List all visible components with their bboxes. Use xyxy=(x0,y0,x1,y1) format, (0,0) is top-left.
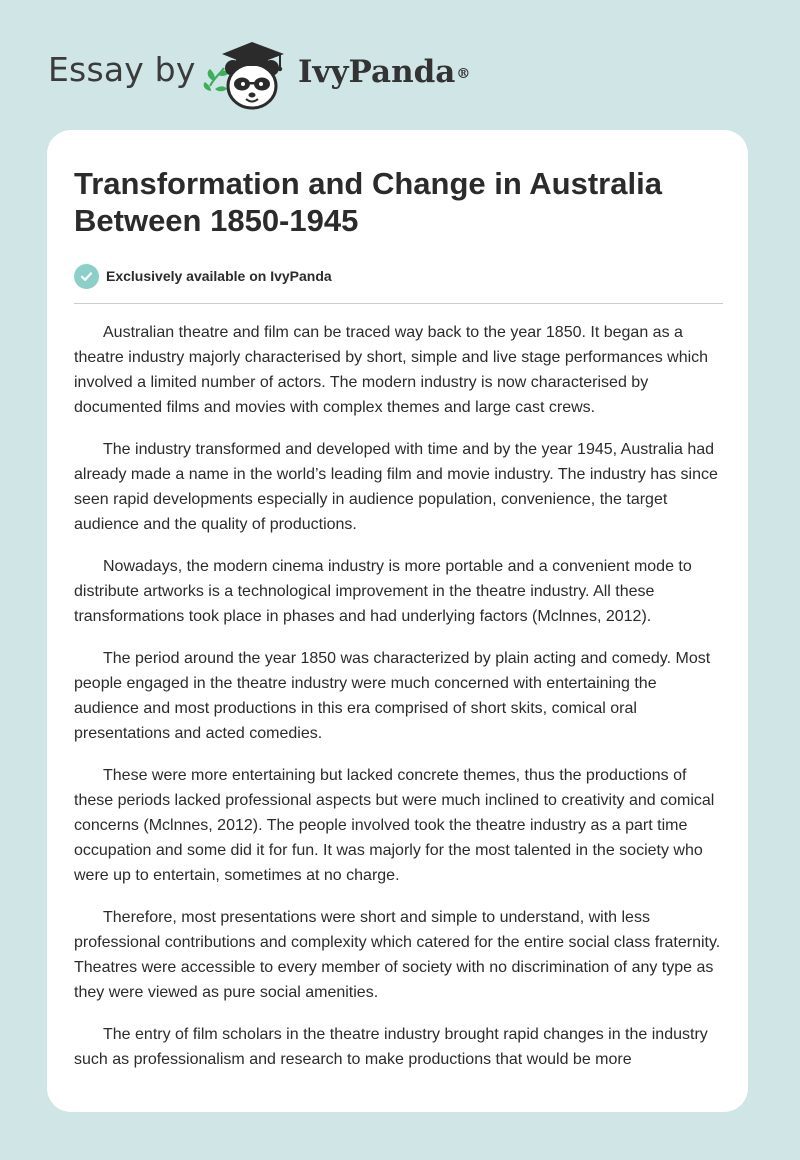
panda-graduate-icon xyxy=(200,34,296,114)
paragraph: Therefore, most presentations were short and simple to understand, with less professional contributions and complexity which catered for the entire social class fraternity. Theatres were accessible to every member of society with no discrimination of any type as they were viewed as pure social amenities. xyxy=(74,909,721,1001)
paragraph: These were more entertaining but lacked concrete themes, thus the productions of these periods lacked professional aspects but were much inclined to creativity and comical concerns (Mclnnes, 2012). The people involved took the theatre industry as a part time occupation and some did it for fun. It was majorly for the most talented in the society who were up to entertain, sometimes at no charge. xyxy=(74,767,715,884)
paragraph: Nowadays, the modern cinema industry is more portable and a convenient mode to distribute artworks is a technological improvement in the theatre industry. All these transformations took place in phases and had underlying factors (Mclnnes, 2012). xyxy=(74,558,692,625)
essay-card xyxy=(47,130,748,1112)
registered-mark: ® xyxy=(456,66,471,82)
paragraph: The industry transformed and developed with time and by the year 1945, Australia had already made a name in the world’s leading film and movie industry. The industry has since seen rapid developments especially in audience population, convenience, the target audience and the quality of productions. xyxy=(74,441,718,533)
essay-by-label: Essay by xyxy=(48,50,196,89)
exclusive-badge xyxy=(74,263,332,289)
paragraph: Australian theatre and film can be traced way back to the year 1850. It began as a theatre industry majorly characterised by short, simple and live stage performances which involved a limited number of actors. The modern industry is now characterised by documented films and movies with complex themes and large cast crews. xyxy=(74,324,709,416)
exclusive-badge-label: Exclusively available on IvyPanda xyxy=(106,268,332,284)
paragraph: The entry of film scholars in the theatre industry brought rapid changes in the industry such as professionalism and research to make productions that would be more xyxy=(74,1026,708,1068)
essay-body xyxy=(74,320,723,1089)
divider xyxy=(74,303,723,304)
brand-name: IvyPanda xyxy=(298,54,456,90)
brand-logo-text[interactable] xyxy=(298,52,470,92)
check-circle-icon xyxy=(74,264,99,289)
paragraph: The period around the year 1850 was characterized by plain acting and comedy. Most people engaged in the theatre industry were much concerned with entertaining the audience and most productions in this era comprised of short skits, comical oral presentations and acted comedies. xyxy=(74,650,711,742)
site-header xyxy=(0,0,800,130)
page-title: Transformation and Change in Australia Between 1850-1945 xyxy=(74,166,662,238)
